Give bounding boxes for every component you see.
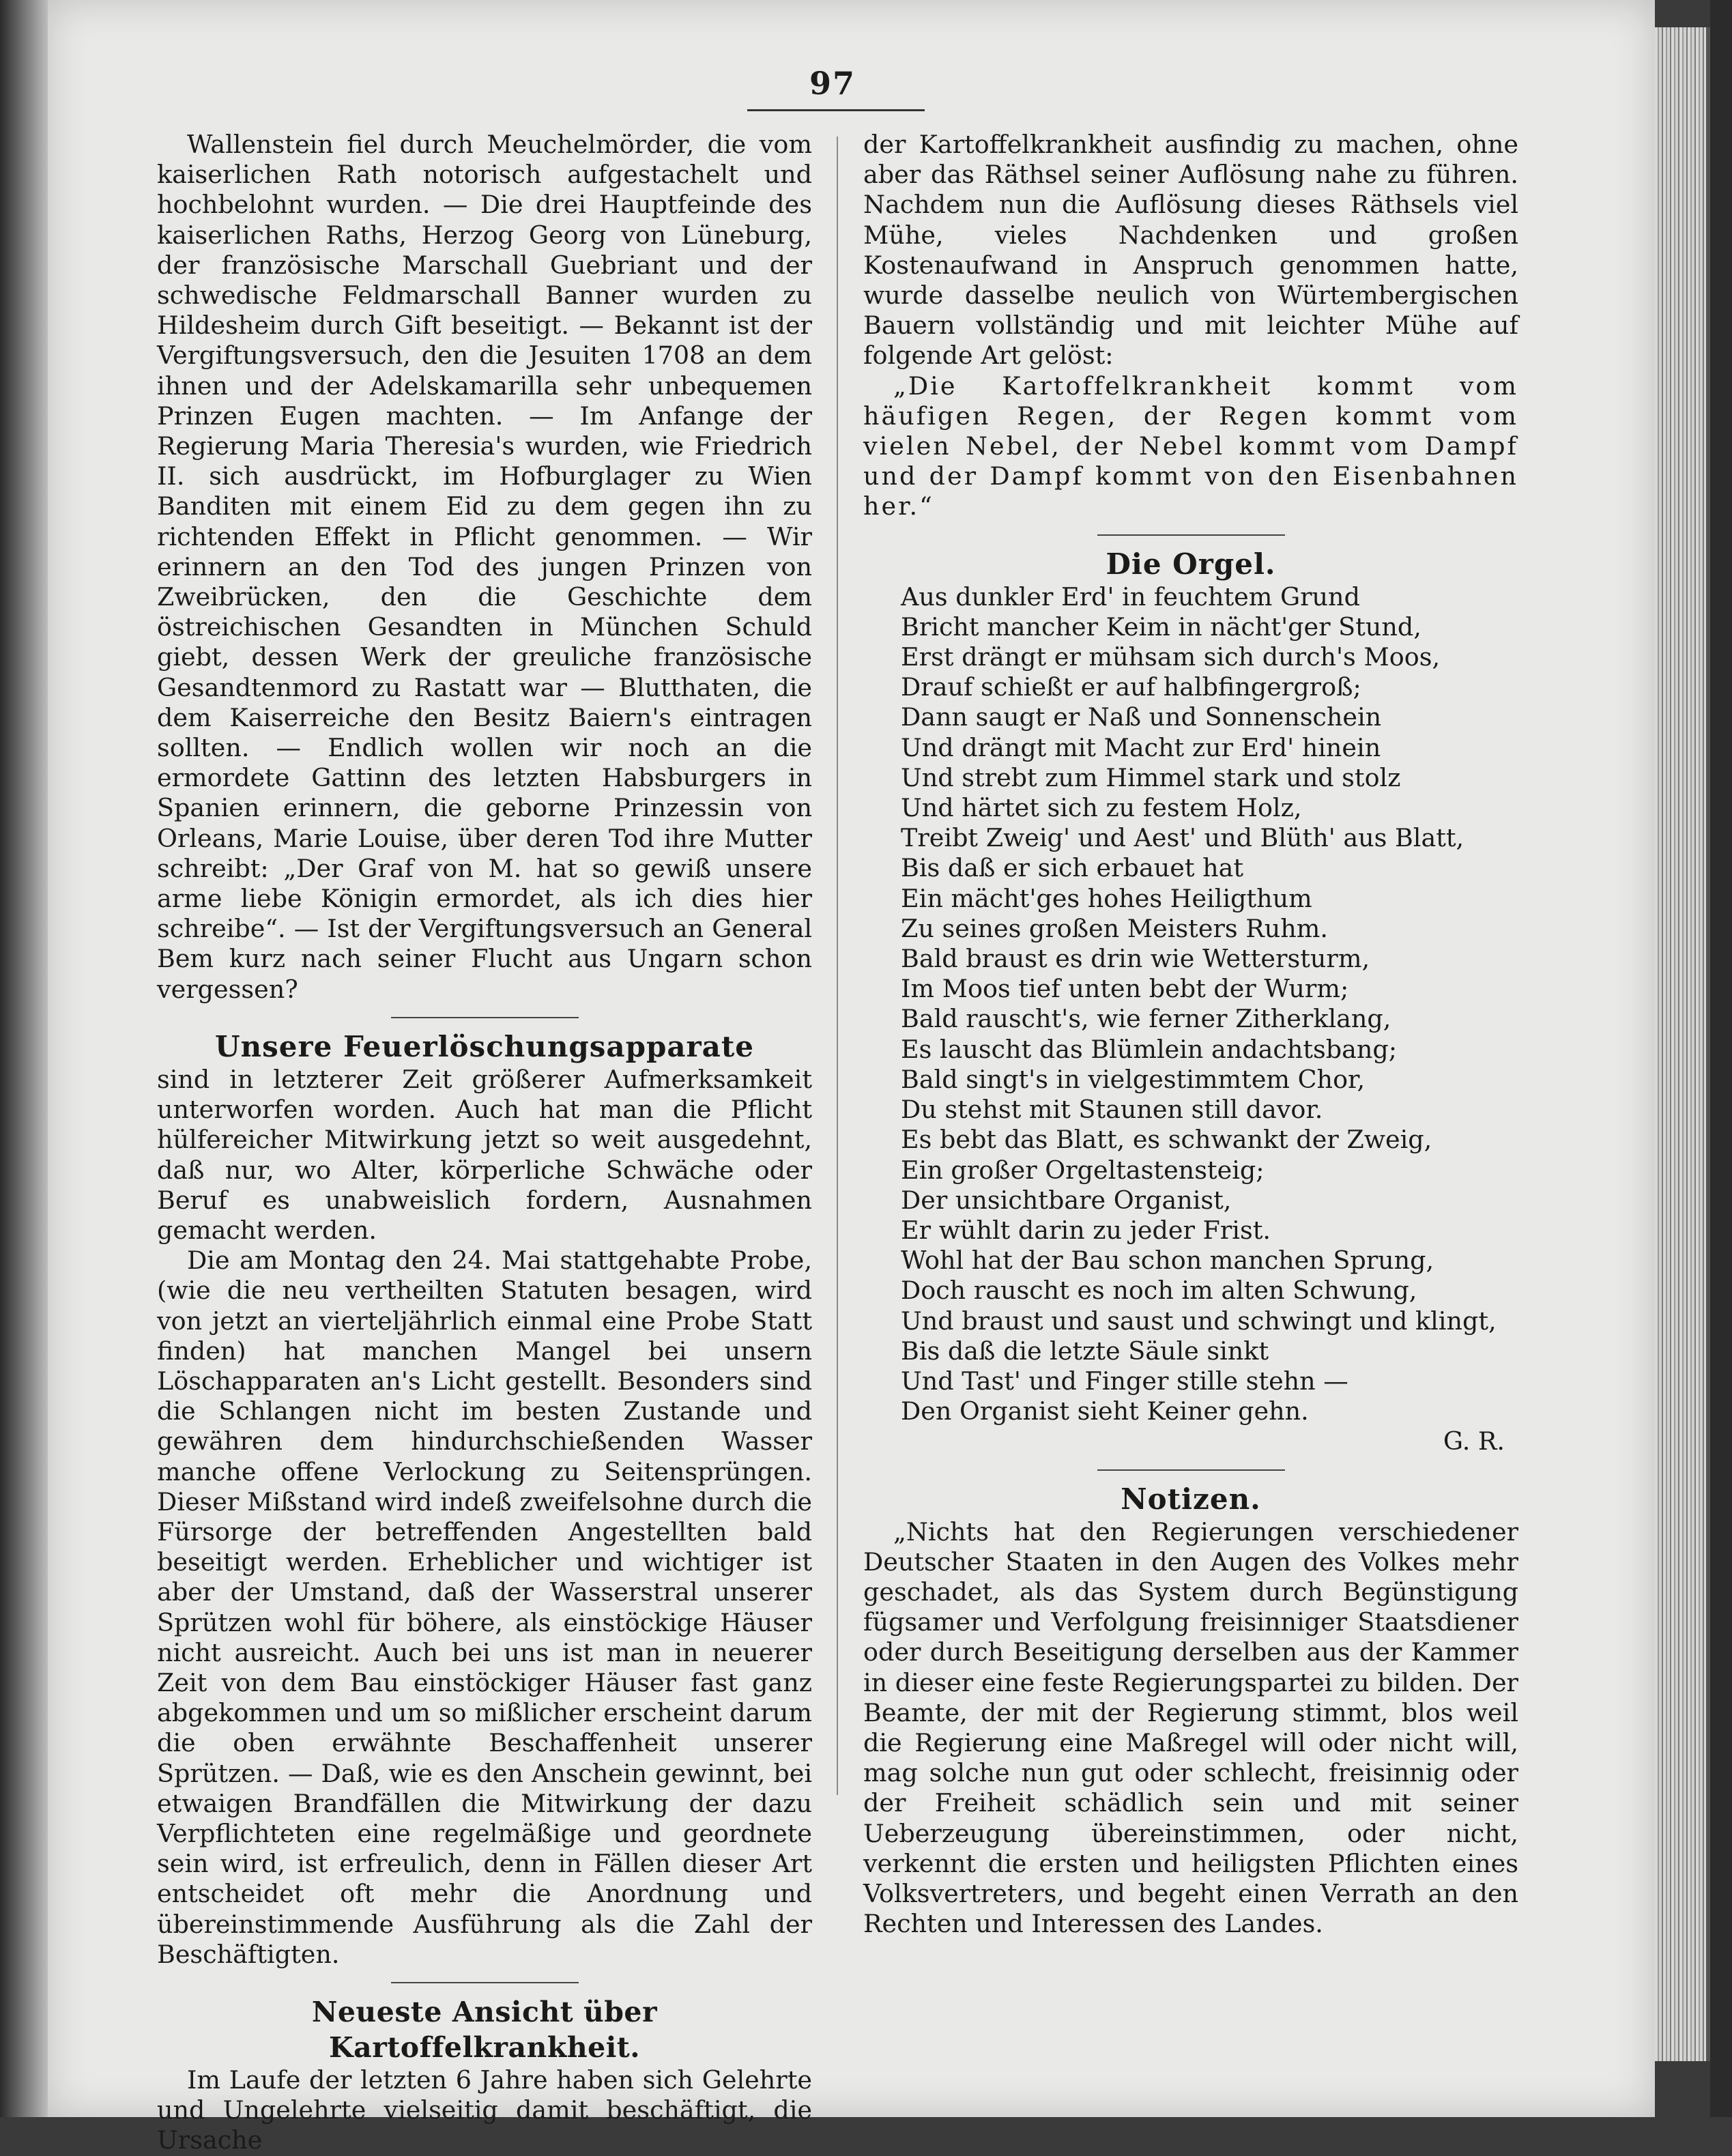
poem-line: Und drängt mit Macht zur Erd' hinein (901, 732, 1381, 762)
poem-stanza (863, 582, 1518, 1427)
poem-line: Bis daß die letzte Säule sinkt (901, 1336, 1269, 1366)
fire-apparatus-paragraph-2: Die am Montag den 24. Mai stattgehabte Probe, (wie die neu vertheilten Statuten besagen, wird von jetzt an vierteljährlich einmal eine Probe Statt finden) hat manchen Mangel bei unsern Löschapparaten an's Licht gestellt. Besonders sind die Schlangen nicht im besten Zustande und gewähren dem hindurchschießenden Wasser manche offene Verlockung zu Seitensprüngen. Dieser Mißstand wird indeß zweifelsohne durch die Fürsorge der betreffenden Angestellten bald beseitigt werden. Erheblicher und wichtiger ist aber der Umstand, daß der Wasserstral unserer Sprützen wohl für böhere, als einstöckige Häuser nicht ausreicht. Auch bei uns ist man in neuerer Zeit von dem Bau einstöckiger Häuser fast ganz abgekommen und um so mißlicher erscheint darum die oben erwähnte Beschaffenheit unserer Sprützen. — Daß, wie es den Anschein gewinnt, bei etwaigen Brandfällen die Mitwirkung der dazu Verpflichteten eine regelmäßige und geordnete sein wird, ist erfreulich, denn in Fällen dieser Art entscheidet oft mehr die Anordnung und übereinstimmende Ausführung als die Zahl der Beschäftigten. (157, 1246, 812, 1969)
background-edge (1710, 0, 1732, 2117)
section-separator (391, 1017, 579, 1018)
poem-line: Aus dunkler Erd' in feuchtem Grund (901, 581, 1360, 612)
poem-heading: Die Orgel. (1106, 547, 1276, 581)
notes-paragraph: „Nichts hat den Regierungen verschiedener Deutscher Staaten in den Augen des Volkes mehr geschadet, als das System durch Begünstigung fügsamer und Verfolgung freisinniger Staatsdiener oder durch Beseitigung derselben aus der Kammer in dieser eine feste Regierungspartei zu bilden. Der Beamte, der mit der Regierung stimmt, blos weil die Regierung eine Maßregel will oder nicht will, mag solche nun gut oder schlecht, freisinnig oder der Freiheit schädlich sein und mit seiner Ueberzeugung übereinstimmen, oder nicht, verkennt die ersten und heiligsten Pflichten eines Volksvertreters, und begeht einen Verrath an den Rechten und Interessen des Landes. (863, 1517, 1518, 1939)
poem-line: Und braust und saust und schwingt und klingt, (901, 1306, 1497, 1336)
poem-line: Du stehst mit Staunen still davor. (901, 1095, 1323, 1125)
poem-line: Drauf schießt er auf halbfingergroß; (901, 672, 1361, 702)
poem-line: Treibt Zweig' und Aest' und Blüth' aus Blatt, (901, 823, 1464, 853)
poem-line: Bis daß er sich erbauet hat (901, 853, 1244, 883)
poem-line: Bald rauscht's, wie ferner Zitherklang, (901, 1004, 1391, 1034)
poem-line: Er wühlt darin zu jeder Frist. (901, 1215, 1271, 1245)
poem-line: Doch rauscht es noch im alten Schwung, (901, 1276, 1417, 1306)
section-separator (1097, 534, 1285, 536)
intro-paragraph: Wallenstein fiel durch Meuchelmörder, die vom kaiserlichen Rath notorisch aufgestachelt und hochbelohnt wurden. — Die drei Hauptfeinde des kaiserlichen Raths, Herzog Georg von Lüneburg, der französische Marschall Guebriant und der schwedische Feldmarschall Banner wurden zu Hildesheim durch Gift beseitigt. — Bekannt ist der Vergiftungsversuch, den die Jesuiten 1708 an dem ihnen und der Adelskamarilla sehr unbequemen Prinzen Eugen machten. — Im Anfange der Regierung Maria Theresia's wurden, wie Friedrich II. sich ausdrückt, im Hofburglager zu Wien Banditen mit einem Eid zu dem gegen ihn zu richtenden Effekt in Pflicht genommen. — Wir erinnern an den Tod des jungen Prinzen von Zweibrücken, den die Geschichte dem östreichischen Gesandten in München Schuld giebt, dessen Werk der greuliche französische Gesandtenmord zu Rastatt war — Blutthaten, die dem Kaiserreiche den Besitz Baiern's eintragen sollten. — Endlich wollen wir noch an die ermordete Gattinn des letzten Habsburgers in Spanien erinnern, die geborne Prinzessin von Orleans, Marie Louise, über deren Tod ihre Mutter schreibt: „Der Graf von M. hat so gewiß unsere arme liebe Königin ermordet, als ich dies hier schreibe“. — Ist der Vergiftungsversuch an General Bem kurz nach seiner Flucht aus Ungarn schon vergessen? (157, 130, 812, 1004)
page-number: 97 (809, 65, 856, 102)
poem-line: Und härtet sich zu festem Holz, (901, 793, 1302, 823)
poem-line: Ein mächt'ges hohes Heiligthum (901, 883, 1312, 913)
poem-line: Und strebt zum Himmel stark und stolz (901, 762, 1401, 792)
poem-line: Zu seines großen Meisters Ruhm. (901, 913, 1328, 943)
poem-line: Bricht mancher Keim in nächt'ger Stund, (901, 612, 1421, 642)
poem-line: Wohl hat der Bau schon manchen Sprung, (901, 1246, 1434, 1276)
poem-line: Es bebt das Blatt, es schwankt der Zweig, (901, 1125, 1432, 1155)
column-divider (837, 136, 838, 1795)
poem-signature: G. R. (1443, 1426, 1505, 1456)
potato-disease-continuation: der Kartoffelkrankheit ausfindig zu machen, ohne aber das Räthsel seiner Auflösung nahe zu führen. Nachdem nun die Auflösung dieses Räthsels viel Mühe, vieles Nachdenken und großen Kostenaufwand in Anspruch genommen hatte, wurde dasselbe neulich von Würtembergischen Bauern vollständig und mit leichter Mühe auf folgende Art gelöst: (863, 130, 1518, 371)
poem-line: Bald braust es drin wie Wettersturm, (901, 944, 1370, 974)
section-heading-potato-disease: Neueste Ansicht über Kartoffelkrankheit. (311, 1995, 658, 2064)
section-heading-fire-apparatus: Unsere Feuerlöschungsapparate (214, 1029, 755, 1063)
fire-apparatus-paragraph-1: sind in letzterer Zeit größerer Aufmerksamkeit unterworfen worden. Auch hat man die Pflicht hülfereicher Mitwirkung jetzt so weit ausgedehnt, daß nur, wo Alter, körperliche Schwäche oder Beruf es unabweislich fordern, Ausnahmen gemacht werden. (157, 1064, 812, 1245)
page-number-rule (747, 109, 925, 111)
right-column (863, 130, 1518, 1939)
poem-line: Dann saugt er Naß und Sonnenschein (901, 702, 1382, 732)
poem-line: Erst drängt er mühsam sich durch's Moos, (901, 642, 1441, 672)
section-separator (1097, 1469, 1285, 1471)
section-separator (391, 1982, 579, 1983)
poem-line: Im Moos tief unten bebt der Wurm; (901, 974, 1349, 1004)
poem-line: Bald singt's in vielgestimmtem Chor, (901, 1064, 1366, 1094)
poem-line: Der unsichtbare Organist, (901, 1185, 1232, 1215)
poem-line: Es lauscht das Blümlein andachtsbang; (901, 1034, 1398, 1064)
poem-line: Den Organist sieht Keiner gehn. (901, 1396, 1309, 1426)
left-column (157, 130, 812, 2156)
book-gutter (0, 0, 48, 2117)
page-stack-edges (1655, 27, 1710, 2061)
notes-heading: Notizen. (1121, 1482, 1261, 1516)
poem-line: Ein großer Orgeltastensteig; (901, 1155, 1265, 1185)
potato-disease-paragraph-1: Im Laufe der letzten 6 Jahre haben sich Gelehrte und Ungelehrte vielseitig damit beschäftigt, die Ursache (157, 2065, 812, 2155)
potato-disease-quote: „Die Kartoffelkrankheit kommt vom häufigen Regen, der Regen kommt vom vielen Nebel, der Nebel kommt vom Dampf und der Dampf kommt von den Eisenbahnen her.“ (863, 371, 1518, 521)
poem-line: Und Tast' und Finger stille stehn — (901, 1366, 1348, 1396)
